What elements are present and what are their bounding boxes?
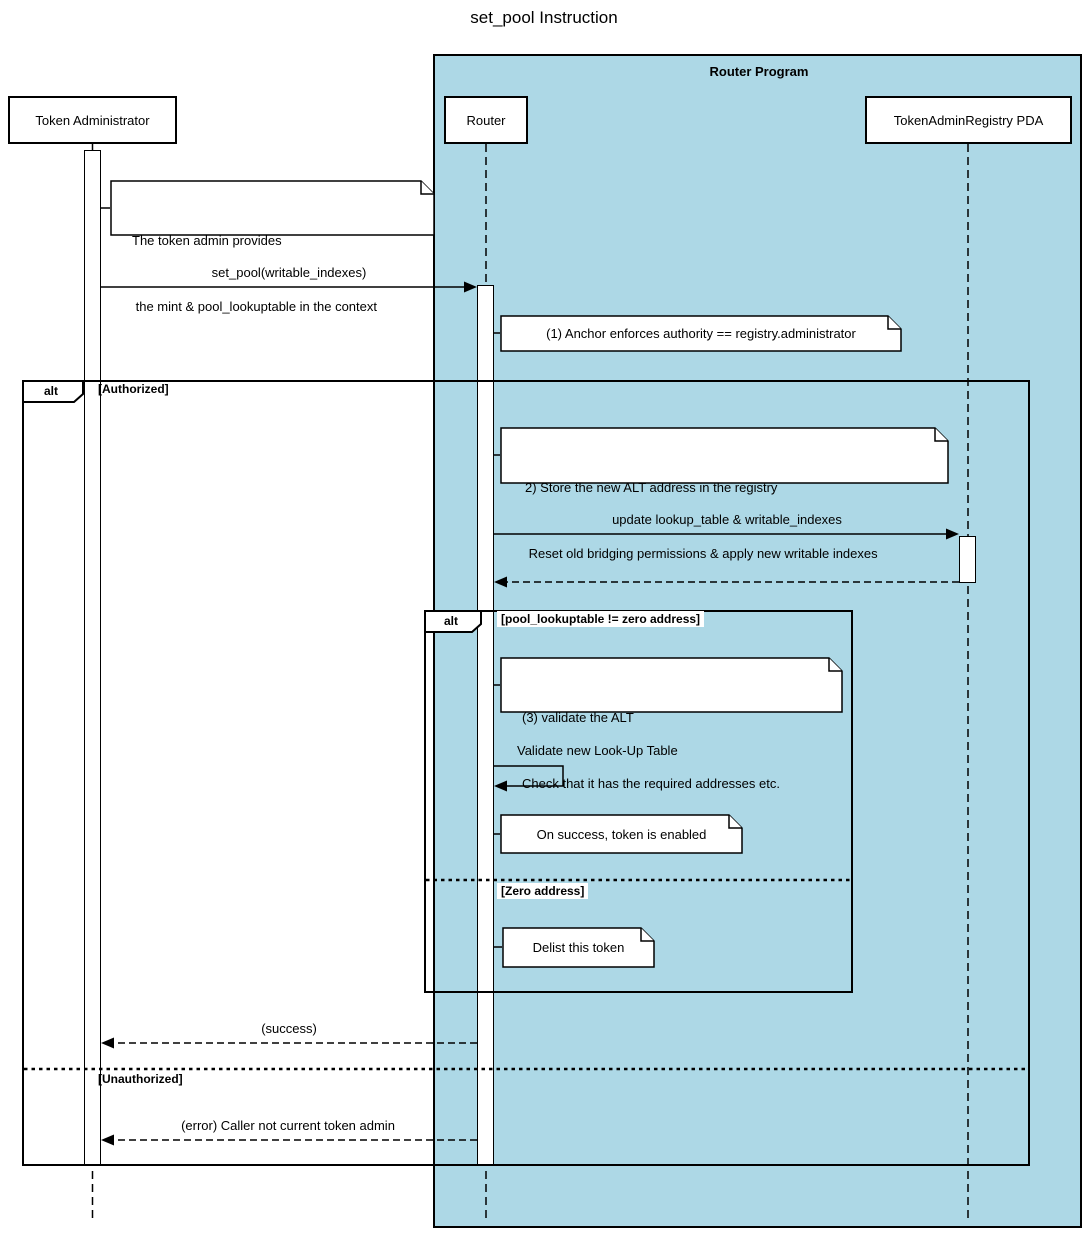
note-delist-token-text: Delist this token (532, 940, 625, 955)
note-anchor-enforces (500, 315, 902, 352)
participant-registry-pda (865, 96, 1072, 144)
alt-fragment-outer-operator-tab (22, 380, 86, 404)
alt-fragment-outer-operator: alt (43, 384, 58, 398)
note-validate-alt-line2: Check that it has the required addresses etc. (522, 776, 780, 791)
note-token-enabled-text: On success, token is enabled (536, 826, 707, 842)
participant-token-administrator-label: Token Administrator (35, 112, 150, 128)
note-delist-token (502, 927, 655, 968)
validate-self-message-label: Validate new Look-Up Table (517, 743, 678, 758)
diagram-title: set_pool Instruction (470, 8, 618, 27)
participant-router-label: Router (466, 112, 506, 128)
error-message-label: (error) Caller not current token admin (181, 1118, 395, 1133)
success-message-label: (success) (261, 1021, 317, 1036)
note-context-line2: the mint & pool_lookuptable in the context (132, 299, 377, 314)
alt-fragment-inner-operator: alt (443, 614, 458, 628)
note-context-line1: The token admin provides (132, 233, 282, 248)
guard-authorized: [Authorized] (98, 382, 169, 396)
participant-token-administrator (8, 96, 177, 144)
note-token-enabled (500, 814, 743, 854)
participant-router (444, 96, 528, 144)
participant-registry-pda-label: TokenAdminRegistry PDA (893, 112, 1044, 128)
guard-unauthorized: [Unauthorized] (98, 1072, 183, 1086)
guard-pool-lookuptable-nonzero: [pool_lookuptable != zero address] (497, 611, 704, 627)
update-lookup-message-label: update lookup_table & writable_indexes (612, 512, 842, 527)
note-anchor-enforces-text: (1) Anchor enforces authority == registry.administrator (546, 326, 856, 341)
alt-fragment-inner-operator-tab (424, 610, 484, 634)
note-validate-alt-line1: (3) validate the ALT (522, 710, 634, 725)
set-pool-message-label: set_pool(writable_indexes) (211, 265, 367, 280)
note-store-alt-line1: 2) Store the new ALT address in the registry (525, 480, 778, 495)
guard-zero-address: [Zero address] (497, 883, 588, 899)
note-store-alt-line2: Reset old bridging permissions & apply new writable indexes (525, 546, 878, 561)
router-program-frame-label: Router Program (709, 64, 809, 79)
